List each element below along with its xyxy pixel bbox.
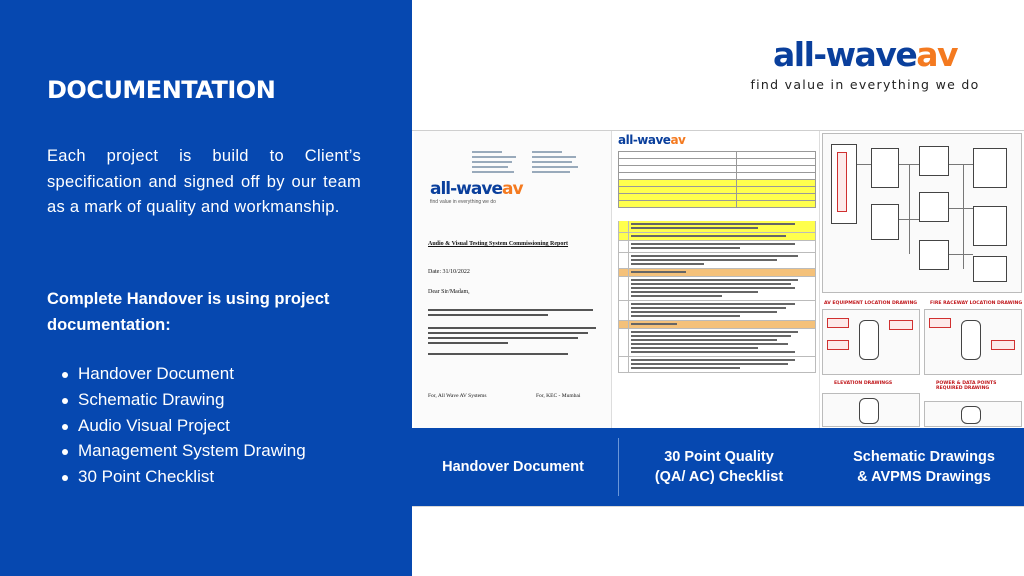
av-equipment-drawing <box>822 309 920 375</box>
checklist-logo: all-waveav <box>618 133 686 147</box>
handover-heading: Complete Handover is using project documentation: <box>47 290 330 334</box>
address-block <box>472 151 520 176</box>
report-paragraph <box>428 353 598 358</box>
checklist-row <box>618 301 816 321</box>
checklist-row <box>618 221 816 233</box>
checklist-row <box>618 329 816 357</box>
list-item: Schematic Drawing <box>60 387 306 413</box>
report-paragraph <box>428 327 598 347</box>
divider <box>412 506 1024 507</box>
checklist-row <box>618 253 816 269</box>
drawing-label: FIRE RACEWAY LOCATION DRAWING <box>930 301 1023 306</box>
drawing-label: ELEVATION DRAWINGS <box>834 381 893 386</box>
caption-schematic: Schematic Drawings & AVPMS Drawings <box>853 449 995 485</box>
documentation-list <box>60 361 306 490</box>
checklist-row <box>618 357 816 373</box>
documentation-images <box>412 130 1024 428</box>
fire-raceway-drawing <box>924 309 1022 375</box>
report-logo: all-waveav <box>430 179 523 199</box>
report-paragraph <box>428 309 598 319</box>
drawing-label: AV EQUIPMENT LOCATION DRAWING <box>824 301 918 306</box>
intro-text: Each project is build to Client’s specification and signed off by our team as a mark of quality and workmanship. <box>47 147 361 216</box>
page-title: DOCUMENTATION <box>47 76 276 104</box>
caption-handover: Handover Document <box>442 459 584 475</box>
list-item: Handover Document <box>60 361 306 387</box>
list-item: Audio Visual Project <box>60 413 306 439</box>
report-tagline: find value in everything we do <box>430 199 496 205</box>
checklist-rows <box>618 221 816 373</box>
report-signature: For, KEC - Mumbai <box>536 393 581 399</box>
power-data-drawing <box>924 401 1022 427</box>
report-signature: For, All Wave AV Systems <box>428 393 487 399</box>
left-panel <box>0 0 412 576</box>
report-salutation: Dear Sir/Madam, <box>428 289 470 295</box>
checklist-row <box>618 269 816 277</box>
checklist-row <box>618 233 816 241</box>
caption-bar <box>412 428 1024 506</box>
elevation-drawing <box>822 393 920 427</box>
logo-tagline: find value in everything we do <box>750 77 980 92</box>
checklist-header-table <box>618 151 816 208</box>
allwave-logo <box>740 36 990 92</box>
checklist-image <box>614 131 820 429</box>
checklist-row <box>618 241 816 253</box>
caption-checklist: 30 Point Quality (QA/ AC) Checklist <box>654 449 784 485</box>
list-item: Management System Drawing <box>60 438 306 464</box>
logo-wordmark: all-waveav <box>772 35 958 74</box>
schematic-drawing <box>822 133 1022 293</box>
handover-document-image <box>414 131 612 429</box>
address-block <box>532 151 580 176</box>
checklist-row <box>618 277 816 301</box>
drawings-image <box>820 131 1024 429</box>
report-title: Audio & Visual Testing System Commissioning Report <box>428 241 569 247</box>
checklist-row <box>618 321 816 329</box>
report-date: Date: 31/10/2022 <box>428 269 470 275</box>
list-item: 30 Point Checklist <box>60 464 306 490</box>
drawing-label: POWER & DATA POINTS REQUIRED DRAWING <box>936 381 997 391</box>
